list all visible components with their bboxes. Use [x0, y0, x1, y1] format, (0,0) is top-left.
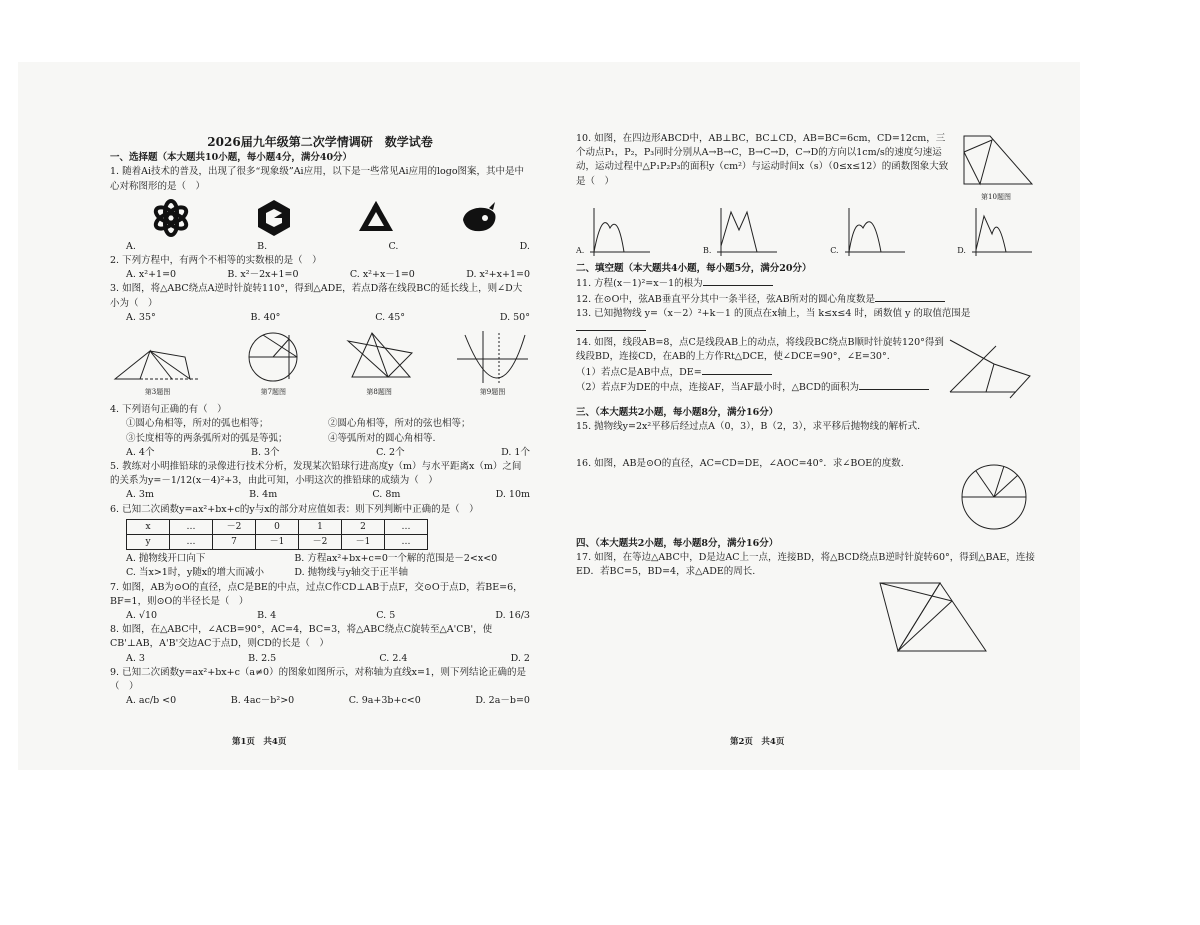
function-graph-d	[966, 206, 1036, 258]
option-a[interactable]: A. 3	[126, 652, 145, 664]
section-1-heading: 一、选择题（本大题共10小题，每小题4分，满分40分）	[110, 152, 353, 164]
question-5: 5. 教练对小明推铅球的录像进行技术分析，发现某次铅球行进高度y（m）与水平距离x（m）之间的关系为y=－1/12(x－4)²+3，由此可知，小明这次的推铅球的成绩为（ ）	[110, 461, 522, 487]
question-14-part-2-text: （2）若点F为DE的中点，连接AF，当AF最小时，△BCD的面积为	[576, 381, 859, 393]
question-6-options	[110, 552, 530, 580]
option-c[interactable]: C.	[388, 240, 399, 252]
triangle-logo-icon	[356, 198, 396, 238]
figure-10	[956, 132, 1036, 204]
option-d-graph[interactable]	[957, 206, 1036, 258]
question-1: 1. 随着Ai技术的普及，出现了很多“现象级”Ai应用，以下是一些常见Ai应用的logo图案，其中是中心对称图形的是（ ）	[110, 166, 525, 192]
option-c[interactable]: C. 8m	[372, 489, 401, 501]
function-graph-c	[839, 206, 909, 258]
section-3-heading: 三、（本大题共2小题，每小题8分，满分16分）	[576, 407, 779, 419]
table-row-x	[127, 519, 428, 534]
circle-diameter-diagram	[243, 329, 303, 385]
question-9: 9. 已知二次函数y=ax²+bx+c（a≠0）的图象如图所示，对称轴为直线x=1，则下列结论正确的是（ ）	[110, 666, 526, 693]
option-c[interactable]: C. 5	[376, 610, 396, 622]
parabola-graph-diagram	[455, 329, 530, 385]
answer-blank[interactable]	[576, 321, 646, 331]
option-b-graph[interactable]	[703, 206, 781, 258]
option-b[interactable]: B. 4m	[249, 489, 278, 501]
function-graph-b	[711, 206, 781, 258]
statement-1: ①圆心角相等，所对的弧也相等；	[126, 418, 269, 430]
figure-10-caption: 第10题图	[981, 193, 1011, 201]
figure-3-caption: 第3题图	[144, 388, 171, 397]
option-c[interactable]: C. 2个	[376, 446, 405, 458]
option-a[interactable]: A.	[126, 240, 136, 252]
option-d[interactable]: D. 50°	[499, 311, 530, 323]
question-14-text-block	[576, 336, 946, 406]
question-4-statements	[110, 417, 530, 445]
option-c[interactable]: C. 9a+3b+c<0	[348, 695, 421, 707]
table-row-y	[127, 535, 428, 550]
question-2: 2. 下列方程中，有两个不相等的实数根的是（ ）	[110, 255, 322, 267]
option-b-logo	[254, 198, 294, 238]
question-8: 8. 如图，在△ABC中，∠ACB=90°，AC=4，BC=3，将△ABC绕点C旋转至△A'CB'，使CB'⊥AB，A'B'交边AC于点D，则CD的长是（ ）	[110, 624, 493, 650]
exam-page-1	[110, 135, 530, 709]
triangle-rotation-diagram	[110, 343, 205, 385]
question-17: 17. 如图，在等边△ABC中，D是边AC上一点，连接BD，将△BCD绕点B逆时针旋转60°，得到△BAE，连接ED．若BC=5，BD=4，求△ADE的周长.	[576, 551, 1035, 578]
question-1-logos	[120, 198, 530, 238]
openai-logo-icon	[151, 198, 191, 238]
exam-title: 2026届九年级第二次学情调研 数学试卷	[207, 135, 433, 149]
section-2-heading: 二、填空题（本大题共4小题，每小题5分，满分20分）	[576, 263, 812, 275]
figure-9	[455, 329, 530, 399]
option-c[interactable]: C. 2.4	[379, 652, 408, 664]
question-8-options	[110, 652, 530, 666]
section-4-heading: 四、（本大题共2小题，每小题8分，满分16分）	[576, 537, 779, 549]
option-a[interactable]: A. 3m	[126, 489, 154, 501]
option-d[interactable]: D.	[519, 240, 530, 252]
answer-blank[interactable]	[703, 276, 773, 286]
answer-blank[interactable]	[875, 292, 945, 302]
question-11	[576, 276, 1036, 291]
page-1-footer: 第1页 共4页	[232, 737, 287, 747]
figure-3	[110, 343, 205, 399]
question-14-part-2	[576, 380, 946, 395]
option-a[interactable]: A. 35°	[126, 311, 156, 323]
option-b[interactable]: B. 2.5	[248, 652, 277, 664]
statement-4: ④等弧所对的圆心角相等.	[328, 432, 436, 444]
question-5-options	[110, 488, 530, 502]
option-a[interactable]: A.	[576, 246, 585, 255]
option-d[interactable]: D. 2a－b=0	[475, 695, 530, 707]
table-cell: 1	[299, 519, 342, 534]
value-table	[126, 519, 428, 550]
table-cell: 7	[213, 535, 256, 550]
hexagon-logo-icon	[254, 198, 294, 238]
table-cell: －2	[299, 535, 342, 550]
page-2-footer: 第2页 共4页	[730, 737, 785, 747]
question-14-block	[576, 336, 1036, 406]
question-16: 16. 如图，AB是⊙O的直径，AC=CD=DE，∠AOC=40°．求∠BOE的度数.	[576, 457, 904, 469]
figure-17-triangle-diagram	[876, 579, 996, 659]
table-cell: x	[127, 519, 170, 534]
question-14-part-1-text: （1）若点C是AB中点，DE=	[576, 366, 702, 378]
statement-2: ②圆心角相等，所对的弦也相等；	[328, 418, 471, 430]
table-cell: 0	[256, 519, 299, 534]
table-cell: －1	[342, 535, 385, 550]
option-b[interactable]: B. 方程ax²+bx+c=0一个解的范围是－2<x<0	[294, 553, 498, 565]
question-2-options	[110, 268, 530, 282]
table-cell: 2	[342, 519, 385, 534]
table-cell: …	[385, 519, 428, 534]
figure-8-caption: 第8题图	[366, 388, 392, 397]
table-cell: …	[170, 519, 213, 534]
question-12	[576, 292, 1036, 307]
option-c-graph[interactable]	[830, 206, 908, 258]
question-4-options	[110, 446, 530, 460]
question-10-block	[576, 132, 1036, 204]
figure-8	[342, 329, 417, 399]
question-12-text: 12. 在⊙O中，弦AB垂直平分其中一条半径，弦AB所对的圆心角度数是	[576, 293, 876, 305]
option-a[interactable]: A. 抛物线开口向下	[126, 553, 206, 565]
rotated-right-triangle-diagram	[342, 329, 417, 385]
option-b[interactable]: B. x²－2x+1=0	[227, 269, 299, 281]
table-cell: …	[170, 535, 213, 550]
question-7: 7. 如图，AB为⊙O的直径，点C是BE的中点，过点C作CD⊥AB于点F，交⊙O于点D，若BE=6，BF=1，则⊙O的半径长是（ ）	[110, 581, 523, 607]
option-b[interactable]: B. 4	[257, 610, 277, 622]
exam-page-2	[576, 132, 1036, 664]
quadrilateral-diagram	[956, 132, 1036, 190]
answer-space	[576, 435, 1036, 457]
table-cell: y	[127, 535, 170, 550]
figure-14-diagram	[946, 336, 1036, 406]
question-7-options	[110, 609, 530, 623]
option-c-logo	[356, 198, 396, 238]
answer-blank[interactable]	[859, 380, 929, 390]
question-3-options	[110, 311, 530, 325]
question-14-part-1	[576, 365, 946, 380]
option-b[interactable]: B. 4ac－b²>0	[230, 695, 295, 707]
option-c[interactable]: C. 当x>1时，y随x的增大而减小	[126, 567, 265, 579]
statement-3: ③长度相等的两条弧所对的弧是等弧；	[126, 432, 288, 444]
option-d[interactable]: D. 10m	[495, 489, 530, 501]
option-d[interactable]: D. 16/3	[495, 610, 530, 622]
whale-logo-icon	[459, 198, 499, 238]
option-a[interactable]: A. ac/b <0	[126, 695, 177, 707]
option-a-graph[interactable]	[576, 206, 654, 258]
option-c[interactable]: C.	[830, 246, 839, 255]
figure-7-caption: 第7题图	[260, 388, 287, 397]
option-c[interactable]: C. 45°	[375, 311, 406, 323]
figures-row	[110, 329, 530, 399]
question-10-options	[576, 206, 1036, 258]
question-13-text: 13. 已知抛物线 y=（x－2）²+k－1 的顶点在x轴上，当 k≤x≤4 时，函数值 y 的取值范围是	[576, 307, 971, 319]
option-b[interactable]: B.	[703, 246, 712, 255]
question-3: 3. 如图，将△ABC绕点A逆时针旋转110°，得到△ADE，若点D落在线段BC的延长线上，则∠D大小为（ ）	[110, 283, 523, 309]
question-16-block	[576, 457, 1036, 537]
option-b[interactable]: B. 3个	[250, 446, 280, 458]
option-d[interactable]: D.	[957, 246, 966, 255]
answer-blank[interactable]	[702, 365, 772, 375]
figure-9-caption: 第9题图	[479, 388, 506, 397]
function-graph-a	[584, 206, 654, 258]
option-d-logo	[459, 198, 499, 238]
question-4: 4. 下列语句正确的有（ ）	[110, 404, 227, 416]
question-14: 14. 如图，线段AB=8，点C是线段AB上的动点，将线段BC绕点B顺时针旋转120°得到线段BD，连接CD，在AB的上方作Rt△DCE，使∠DCE=90°，∠E=30°.	[576, 337, 944, 363]
table-cell: …	[385, 535, 428, 550]
question-10: 10. 如图，在四边形ABCD中，AB⊥BC，BC⊥CD，AB=BC=6cm，CD=12cm，三个动点P₁，P₂，P₃同时分别从A→B→C，B→C→D，C→D的方向以1cm/s的速度匀速运动，运动过程中△P₁P₂P₃的面积y（cm²）与运动时间x（s）（0≤x≤12）的函数图象大致是（ ）	[576, 133, 949, 187]
option-a-logo	[151, 198, 191, 238]
option-d[interactable]: D. 1个	[501, 446, 530, 458]
question-13	[576, 307, 1036, 336]
question-9-options	[110, 694, 530, 708]
option-a[interactable]: A. 4个	[126, 446, 155, 458]
option-d[interactable]: D. x²+x+1=0	[466, 269, 530, 281]
figure-16-circle-diagram	[946, 457, 1036, 537]
option-d[interactable]: D. 2	[510, 652, 530, 664]
option-c[interactable]: C. x²+x－1=0	[349, 269, 415, 281]
question-11-text: 11. 方程(x－1)²=x－1的根为	[576, 278, 703, 290]
option-b[interactable]: B. 40°	[250, 311, 281, 323]
option-b[interactable]: B.	[257, 240, 268, 252]
option-a[interactable]: A. √10	[126, 610, 158, 622]
table-cell: －1	[256, 535, 299, 550]
question-15: 15. 抛物线y=2x²平移后经过点A（0，3），B（2，3），求平移后抛物线的解析式.	[576, 421, 921, 433]
option-d[interactable]: D. 抛物线与y轴交于正半轴	[294, 567, 409, 579]
table-cell: －2	[213, 519, 256, 534]
option-a[interactable]: A. x²+1=0	[126, 269, 177, 281]
question-6: 6. 已知二次函数y=ax²+bx+c的y与x的部分对应值如表：则下列判断中正确的是（ ）	[110, 503, 479, 515]
figure-7	[243, 329, 303, 399]
question-1-options	[110, 240, 530, 254]
